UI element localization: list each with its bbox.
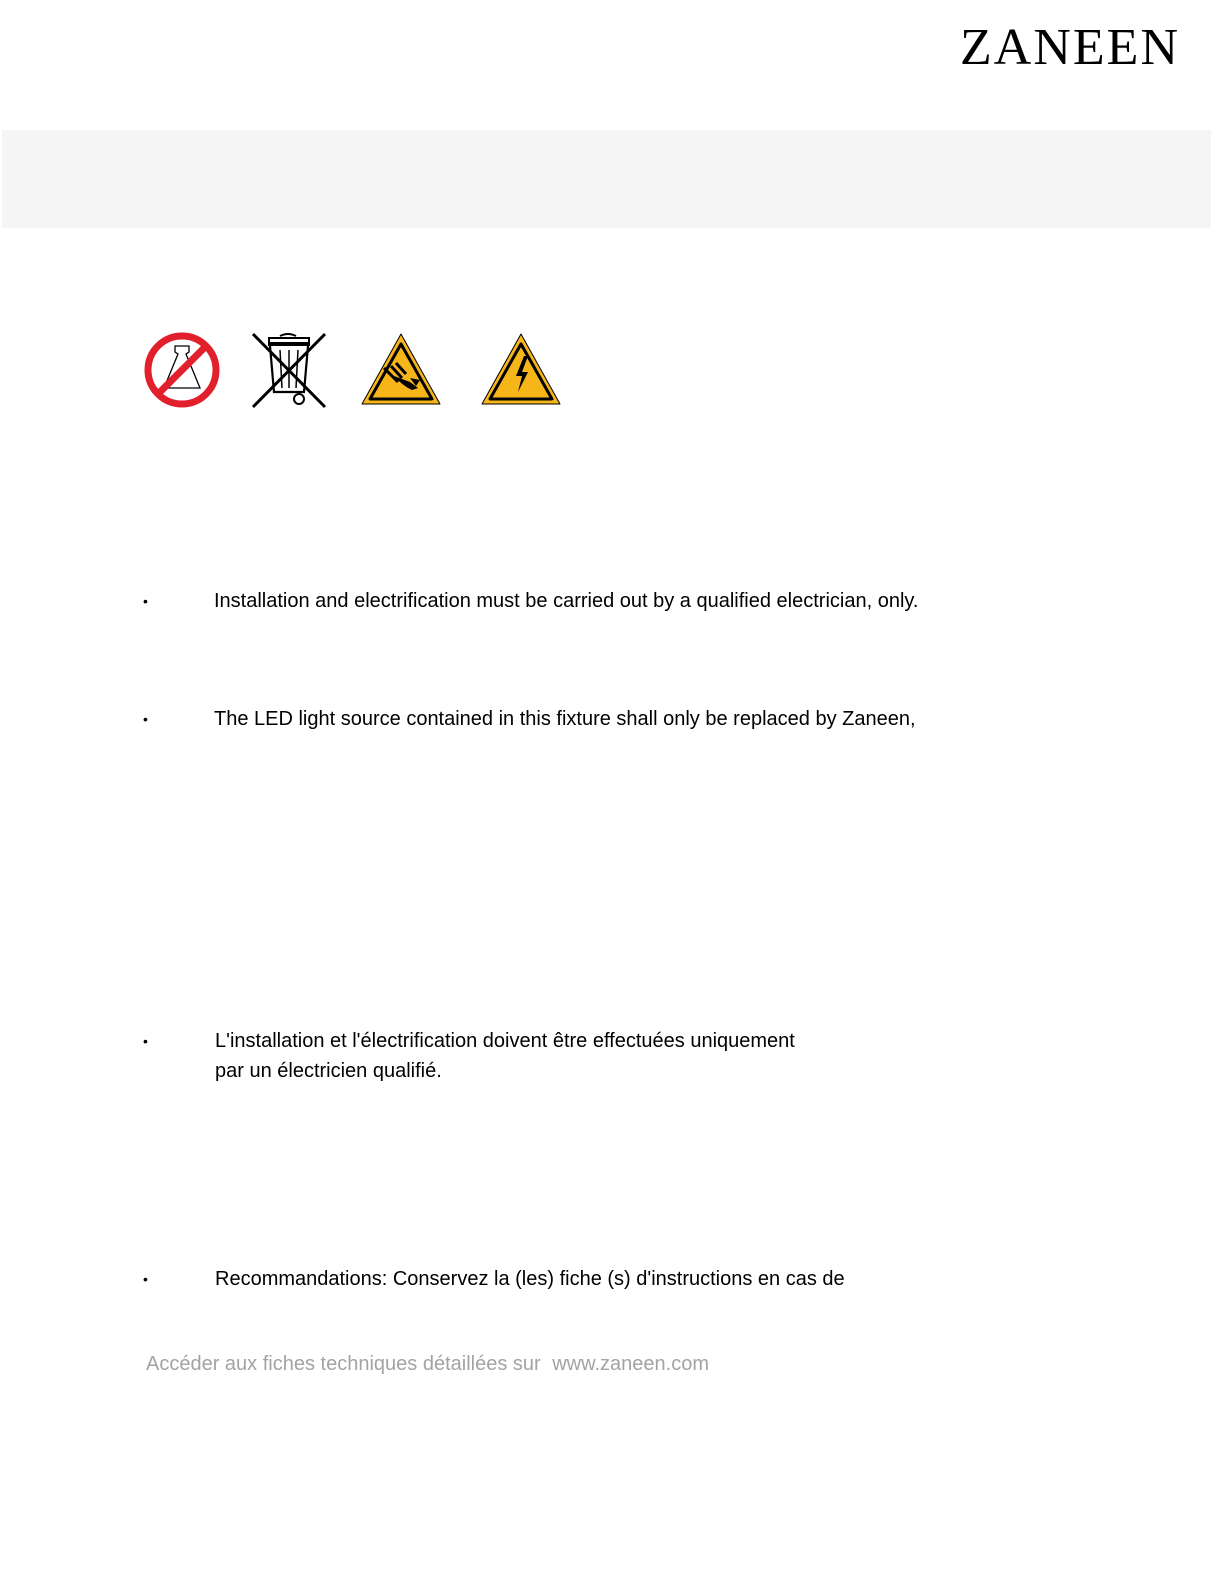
electric-hazard-icon [478,330,564,410]
list-item-text: The LED light source contained in this fixture shall only be replaced by Zaneen, [214,708,916,730]
bullet-dot: • [143,593,148,609]
safety-icons-row [140,330,580,414]
bullet-dot: • [143,1271,148,1287]
list-item-text: Recommandations: Conservez la (les) fiche (s) d'instructions en cas de [215,1268,845,1290]
crossed-bin-icon [250,330,328,410]
website-link[interactable]: www.zaneen.com [552,1353,709,1375]
bullet-dot: • [143,1033,148,1049]
cutting-hazard-icon [358,330,444,410]
footer-note [146,1353,709,1376]
list-item-text: Installation and electrification must be carried out by a qualified electrician, only. [214,590,919,612]
list-item-text: L'installation et l'électrification doivent être effectuées uniquement [215,1030,795,1052]
footer-text: Accéder aux fiches techniques détaillées sur [146,1353,541,1375]
no-chemicals-icon [142,330,222,410]
brand-logo: ZANEEN [960,19,1180,76]
bullet-dot: • [143,711,148,727]
list-item-text-continued: par un électricien qualifié. [215,1060,442,1082]
header-band [2,130,1211,228]
